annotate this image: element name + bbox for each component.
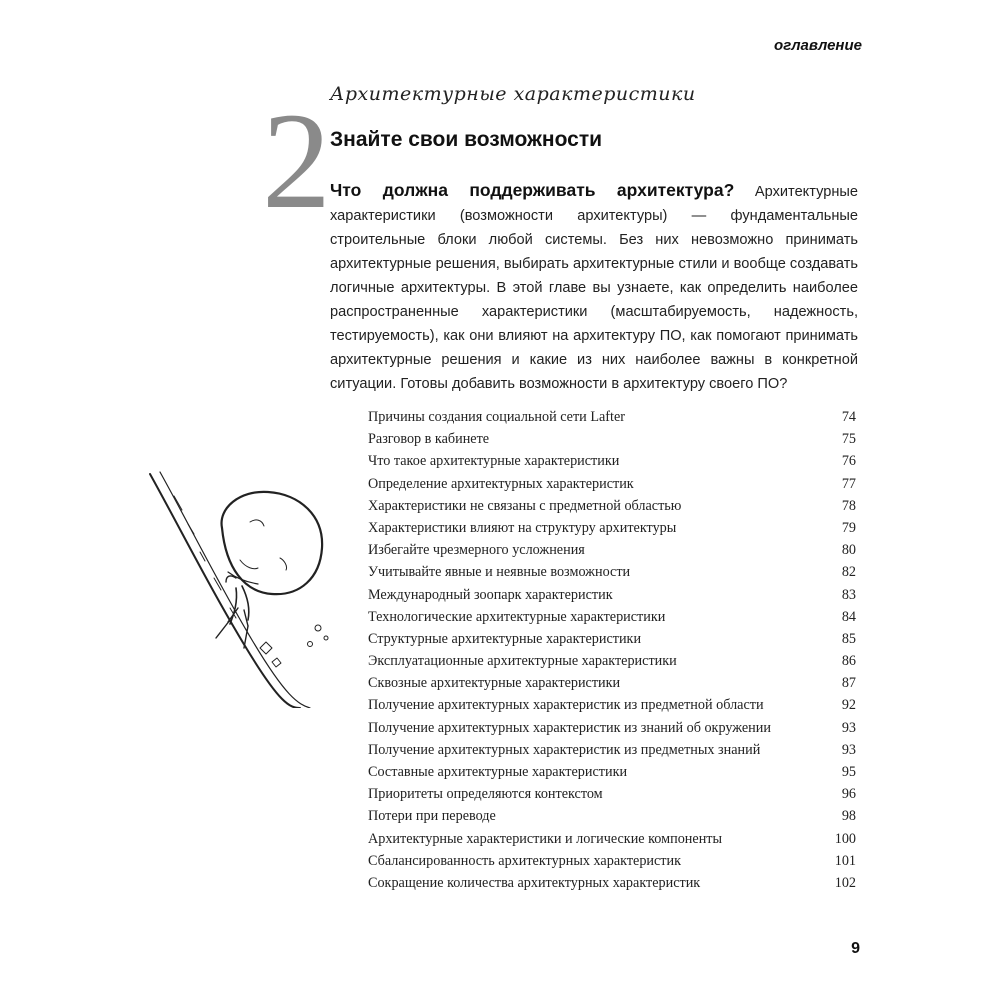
toc-entry[interactable] xyxy=(368,650,856,672)
toc-entry-title: Характеристики влияют на структуру архитектуры xyxy=(368,519,677,536)
toc-entry-page: 80 xyxy=(841,542,856,559)
toc-entry-title: Составные архитектурные характеристики xyxy=(368,764,628,780)
page-number: 9 xyxy=(851,940,860,957)
toc-entry-title: Характеристики не связаны с предметной областью xyxy=(368,497,682,514)
toc-entry[interactable] xyxy=(368,761,856,783)
toc-entry-title: Технологические архитектурные характеристики xyxy=(368,608,666,625)
toc-entry[interactable] xyxy=(368,517,856,539)
running-head: оглавление xyxy=(774,37,862,54)
toc-entry[interactable] xyxy=(368,828,856,850)
chapter-number: 2 xyxy=(262,84,331,237)
toc-entry-title: Архитектурные характеристики и логические компоненты xyxy=(368,830,723,847)
toc-entry[interactable] xyxy=(368,694,856,716)
toc-entry[interactable] xyxy=(368,406,856,428)
toc-entry-title: Приоритеты определяются контекстом xyxy=(368,786,603,803)
toc-entry[interactable] xyxy=(368,739,856,761)
toc-entry-title: Получение архитектурных характеристик из предметных знаний xyxy=(368,741,761,758)
toc-entry[interactable] xyxy=(368,717,856,739)
toc-entry-page: 84 xyxy=(841,608,856,625)
toc-entry[interactable] xyxy=(368,850,856,872)
toc-entry-title: Структурные архитектурные характеристики xyxy=(368,630,642,647)
toc-entry[interactable] xyxy=(368,783,856,805)
toc-entry[interactable] xyxy=(368,672,856,694)
toc-entry-title: Международный зоопарк характеристик xyxy=(368,586,613,603)
toc-entry[interactable] xyxy=(368,606,856,628)
toc-entry-page: 96 xyxy=(841,786,856,803)
toc-entry-page: 100 xyxy=(834,830,856,847)
toc-entry-page: 86 xyxy=(841,653,856,670)
toc-entry-page: 95 xyxy=(841,764,856,780)
chapter-title: Знайте свои возможности xyxy=(330,128,603,151)
toc-entry[interactable] xyxy=(368,450,856,472)
toc-entry-title: Причины создания социальной сети Lafter xyxy=(368,409,625,425)
toc-entry-page: 85 xyxy=(841,630,856,647)
toc-entry-page: 75 xyxy=(841,431,856,448)
toc-entry-title: Учитывайте явные и неявные возможности xyxy=(368,564,631,581)
toc-entry-title: Получение архитектурных характеристик из предметной области xyxy=(368,697,764,714)
toc-entry-page: 102 xyxy=(834,874,856,891)
toc-entry-title: Сокращение количества архитектурных характеристик xyxy=(368,874,701,891)
toc-entry-title: Потери при переводе xyxy=(368,808,496,825)
toc-entry[interactable] xyxy=(368,805,856,827)
toc-entry-page: 98 xyxy=(841,808,856,825)
toc-entry-title: Сквозные архитектурные характеристики xyxy=(368,675,621,692)
toc-entry[interactable] xyxy=(368,539,856,561)
toc-entry[interactable] xyxy=(368,561,856,583)
toc-entry-page: 79 xyxy=(841,519,856,536)
intro-body: Архитектурные характеристики (возможности архитектуры) — фундаментальные строительные блоки любой системы. Без них невозможно принимать архитектурные решения, выбирать архитектурные стили и вообще создавать логичные архитектуры. В этой главе вы узнаете, как определить наиболее распространенные характеристики (масштабируемость, надежность, тестируемость), как они влияют на архитектуру ПО, как помогают принимать архитектурные решения и какие из них наиболее важны в конкретной ситуации. Готовы добавить возможности в архитектуру своего ПО? xyxy=(330,184,858,392)
toc-entry-title: Сбалансированность архитектурных характеристик xyxy=(368,852,681,869)
chapter-intro xyxy=(330,178,858,396)
toc-entry-page: 83 xyxy=(841,586,856,603)
toc-entry-page: 93 xyxy=(841,741,856,758)
toc-entry-page: 74 xyxy=(841,409,856,425)
toc-entry[interactable] xyxy=(368,628,856,650)
sisyphus-boulder-illustration xyxy=(140,468,340,708)
toc-entry-page: 101 xyxy=(834,852,856,869)
table-of-contents xyxy=(368,406,856,894)
chapter-subtitle: Архитектурные характеристики xyxy=(330,83,696,105)
intro-lead: Что должна поддерживать архитектура? xyxy=(330,180,735,200)
toc-entry-page: 77 xyxy=(841,475,856,492)
toc-entry-title: Что такое архитектурные характеристики xyxy=(368,453,620,470)
toc-entry-page: 78 xyxy=(841,497,856,514)
toc-entry-title: Избегайте чрезмерного усложнения xyxy=(368,542,585,559)
toc-entry[interactable] xyxy=(368,584,856,606)
toc-entry[interactable] xyxy=(368,495,856,517)
toc-entry-title: Определение архитектурных характеристик xyxy=(368,475,634,492)
toc-entry-title: Получение архитектурных характеристик из знаний об окружении xyxy=(368,719,771,736)
toc-entry[interactable] xyxy=(368,872,856,894)
toc-entry[interactable] xyxy=(368,473,856,495)
toc-entry-page: 92 xyxy=(841,697,856,714)
toc-entry[interactable] xyxy=(368,428,856,450)
toc-entry-title: Эксплуатационные архитектурные характеристики xyxy=(368,653,677,670)
toc-entry-title: Разговор в кабинете xyxy=(368,431,490,448)
toc-entry-page: 93 xyxy=(841,719,856,736)
toc-entry-page: 76 xyxy=(841,453,856,470)
toc-entry-page: 87 xyxy=(841,675,856,692)
toc-entry-page: 82 xyxy=(841,564,856,581)
